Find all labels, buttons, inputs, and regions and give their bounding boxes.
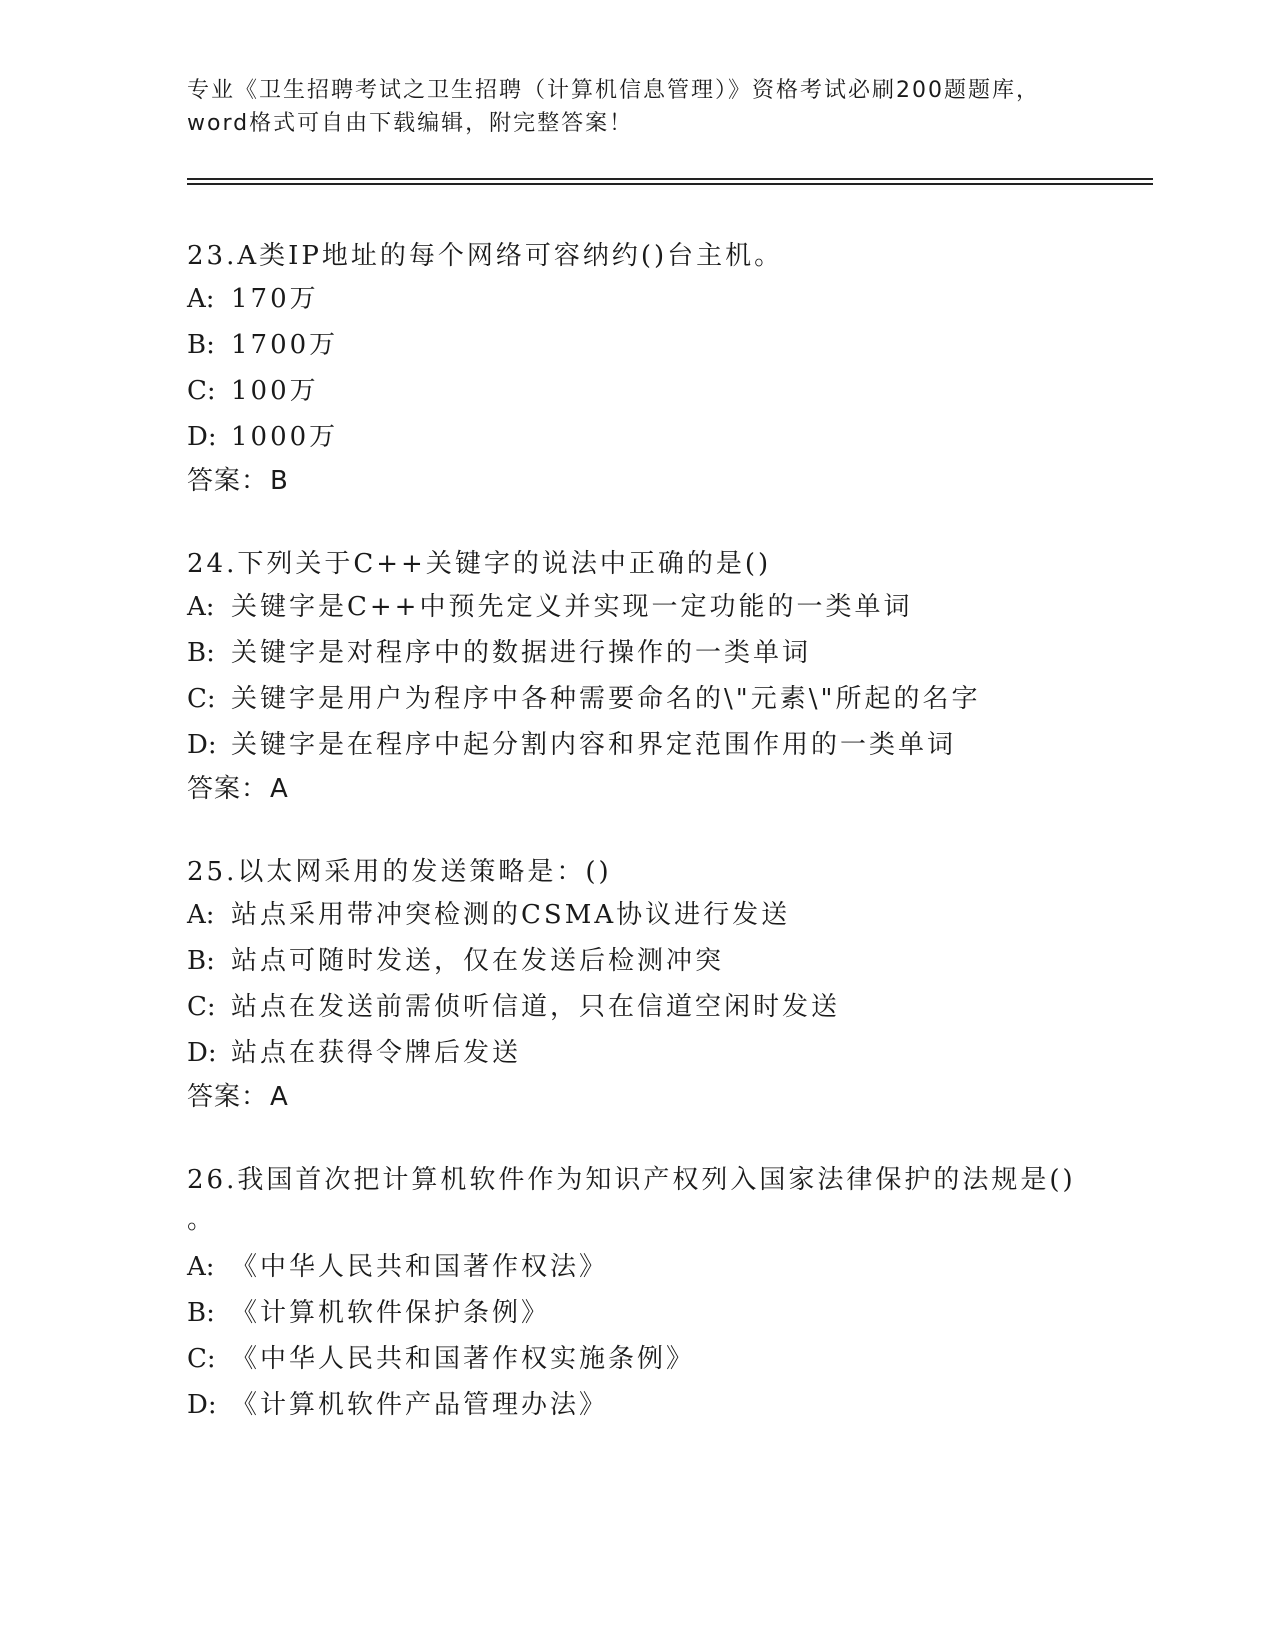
option-key: A:: [187, 284, 215, 314]
option-key: C:: [187, 1344, 216, 1374]
option-key: D:: [187, 422, 217, 452]
option-a: [187, 276, 1107, 322]
option-text: 站点在发送前需侦听信道，只在信道空闲时发送: [231, 992, 841, 1022]
question-list: [187, 236, 1107, 1470]
option-text: 站点可随时发送，仅在发送后检测冲突: [231, 946, 725, 976]
question-title-continuation: 。: [187, 1205, 214, 1235]
option-key: D:: [187, 730, 217, 760]
option-text: 《中华人民共和国著作权法》: [231, 1252, 609, 1282]
option-key: A:: [187, 900, 215, 930]
option-text: 关键字是用户为程序中各种需要命名的\"元素\"所起的名字: [231, 684, 981, 714]
option-a: [187, 892, 1107, 938]
header-divider-top: [187, 178, 1153, 180]
option-b: [187, 1290, 1107, 1336]
option-text: 1700万: [231, 330, 339, 360]
option-text: 《中华人民共和国著作权实施条例》: [231, 1344, 696, 1374]
option-d: [187, 722, 1107, 768]
document-header: [187, 74, 1087, 140]
option-key: D:: [187, 1038, 217, 1068]
answer-label: 答案：: [187, 466, 269, 496]
option-text: 站点在获得令牌后发送: [231, 1038, 522, 1068]
option-text: 关键字是对程序中的数据进行操作的一类单词: [231, 638, 812, 668]
option-key: C:: [187, 992, 216, 1022]
question-25: [187, 852, 1107, 1118]
option-text: 1000万: [231, 422, 339, 452]
option-key: A:: [187, 1252, 215, 1282]
answer-line: [187, 768, 1107, 810]
option-d: [187, 1030, 1107, 1076]
answer-value: B: [270, 466, 289, 496]
option-c: [187, 368, 1107, 414]
option-c: [187, 676, 1107, 722]
option-b: [187, 938, 1107, 984]
option-text: 关键字是C++中预先定义并实现一定功能的一类单词: [231, 592, 913, 622]
answer-label: 答案：: [187, 1082, 269, 1112]
option-key: B:: [187, 1298, 215, 1328]
option-key: A:: [187, 592, 215, 622]
option-text: 关键字是在程序中起分割内容和界定范围作用的一类单词: [231, 730, 957, 760]
answer-value: A: [270, 774, 289, 804]
option-text: 170万: [231, 284, 319, 314]
option-text: 《计算机软件产品管理办法》: [231, 1390, 609, 1420]
option-d: [187, 414, 1107, 460]
option-key: D:: [187, 1390, 217, 1420]
option-c: [187, 984, 1107, 1030]
question-title: 23.A类IP地址的每个网络可容纳约()台主机。: [187, 241, 784, 271]
question-24: [187, 544, 1107, 810]
option-c: [187, 1336, 1107, 1382]
option-text: 100万: [231, 376, 319, 406]
option-key: B:: [187, 330, 215, 360]
option-b: [187, 630, 1107, 676]
option-key: C:: [187, 684, 216, 714]
question-26: [187, 1160, 1107, 1428]
answer-label: 答案：: [187, 774, 269, 804]
option-text: 《计算机软件保护条例》: [231, 1298, 551, 1328]
header-line-2: word格式可自由下载编辑，附完整答案！: [187, 111, 634, 136]
option-a: [187, 1244, 1107, 1290]
answer-line: [187, 1076, 1107, 1118]
question-title: 25.以太网采用的发送策略是：(): [187, 857, 612, 887]
answer-value: A: [270, 1082, 289, 1112]
answer-line: [187, 460, 1107, 502]
option-key: B:: [187, 638, 215, 668]
option-key: B:: [187, 946, 215, 976]
option-key: C:: [187, 376, 216, 406]
header-line-1: 专业《卫生招聘考试之卫生招聘（计算机信息管理）》资格考试必刷200题题库，: [187, 78, 1040, 103]
question-title: 24.下列关于C++关键字的说法中正确的是(): [187, 549, 772, 579]
option-d: [187, 1382, 1107, 1428]
question-title: 26.我国首次把计算机软件作为知识产权列入国家法律保护的法规是(): [187, 1165, 1076, 1195]
option-b: [187, 322, 1107, 368]
header-divider-bottom: [187, 183, 1153, 185]
option-text: 站点采用带冲突检测的CSMA协议进行发送: [231, 900, 791, 930]
question-23: [187, 236, 1107, 502]
option-a: [187, 584, 1107, 630]
